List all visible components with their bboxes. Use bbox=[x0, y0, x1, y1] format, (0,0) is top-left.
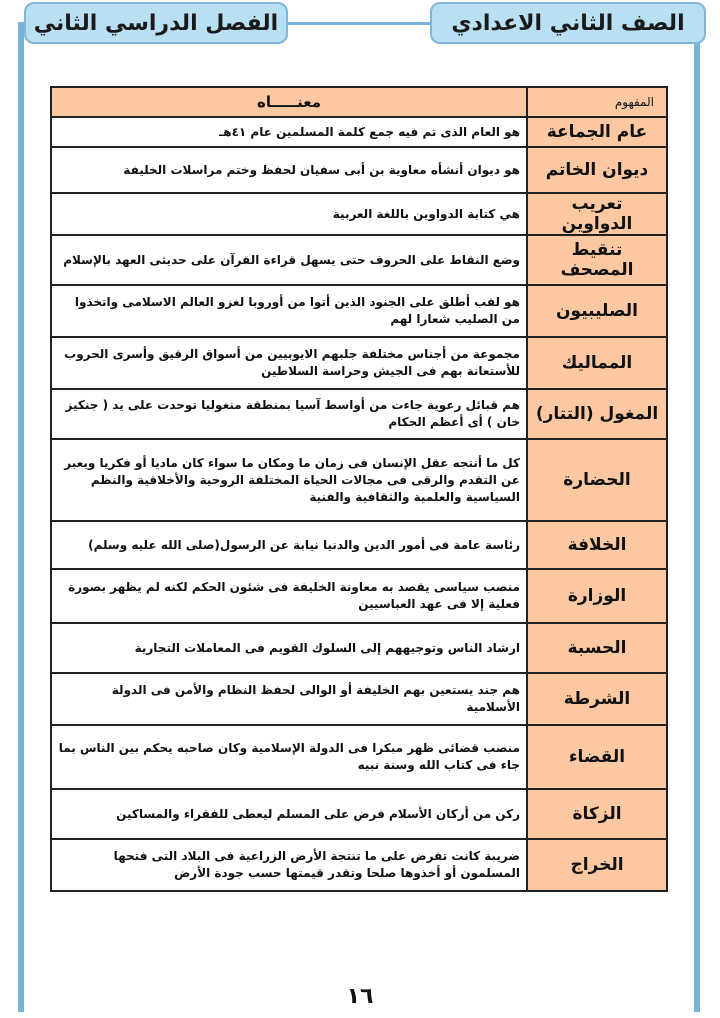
term-header: الفصل الدراسي الثاني bbox=[24, 2, 288, 44]
concept-meaning: منصب سياسى يقصد به معاونة الخليفة فى شئون الحكم لكنه لم يظهر بصورة فعلية إلا فى عهد العباسيين bbox=[51, 569, 527, 623]
table-row bbox=[51, 623, 667, 673]
header-connector bbox=[288, 22, 430, 25]
concept-term: الحسبة bbox=[527, 623, 667, 673]
concept-column-header: المفهوم bbox=[527, 87, 667, 117]
concept-meaning: هو ديوان أنشأه معاوية بن أبى سفيان لحفظ وختم مراسلات الخليفة bbox=[51, 147, 527, 193]
table-row bbox=[51, 337, 667, 389]
table-row bbox=[51, 389, 667, 439]
concept-term: الوزارة bbox=[527, 569, 667, 623]
table-row bbox=[51, 521, 667, 569]
concept-term: القضاء bbox=[527, 725, 667, 789]
concept-meaning: ارشاد الناس وتوجيههم إلى السلوك القويم فى المعاملات التجارية bbox=[51, 623, 527, 673]
concept-term: الحضارة bbox=[527, 439, 667, 521]
concept-meaning: ركن من أركان الأسلام فرض على المسلم ليعطى للفقراء والمساكين bbox=[51, 789, 527, 839]
concept-meaning: منصب قضائى ظهر مبكرا فى الدولة الإسلامية وكان صاحبه يحكم بين الناس بما جاء فى كتاب الله وسنة نبيه bbox=[51, 725, 527, 789]
meaning-column-header: معنـــــاه bbox=[51, 87, 527, 117]
concept-meaning: ضريبة كانت تفرض على ما تنتجة الأرض الزراعية فى البلاد التى فتحها المسلمون أو أخذوها صلحا وتقدر قيمتها حسب جودة الأرض bbox=[51, 839, 527, 891]
page-number: ١٦ bbox=[346, 984, 374, 1009]
table-row bbox=[51, 725, 667, 789]
table-row bbox=[51, 439, 667, 521]
concept-term: ديوان الخاتم bbox=[527, 147, 667, 193]
table-row bbox=[51, 147, 667, 193]
concept-term: تعريب الدواوين bbox=[527, 193, 667, 235]
concept-term: تنقيط المصحف bbox=[527, 235, 667, 285]
concept-term: الخراج bbox=[527, 839, 667, 891]
concept-term: الخلافة bbox=[527, 521, 667, 569]
table-row bbox=[51, 569, 667, 623]
concept-term: الزكاة bbox=[527, 789, 667, 839]
concept-meaning: وضع النقاط على الحروف حتى يسهل قراءة القرآن على حديثى العهد بالإسلام bbox=[51, 235, 527, 285]
concept-term: المغول (التتار) bbox=[527, 389, 667, 439]
concept-meaning: رئاسة عامة فى أمور الدين والدنيا نيابة عن الرسول(صلى الله عليه وسلم) bbox=[51, 521, 527, 569]
table-row bbox=[51, 789, 667, 839]
concept-meaning: كل ما أنتجه عقل الإنسان فى زمان ما ومكان ما سواء كان ماديا أو فكريا ويعبر عن التقدم والرقى فى مجالات الحياة المختلفة الروحية والأخلاقية والنظم السياسية والعلمية والثقافية والفنية bbox=[51, 439, 527, 521]
concept-meaning: هم جند يستعين بهم الخليفة أو الوالى لحفظ النظام والأمن فى الدولة الأسلامية bbox=[51, 673, 527, 725]
table-row bbox=[51, 193, 667, 235]
table-row bbox=[51, 673, 667, 725]
table-row bbox=[51, 235, 667, 285]
table-header-row bbox=[51, 87, 667, 117]
concept-meaning: مجموعة من أجناس مختلفة جلبهم الايوبيين من أسواق الرقيق وأسرى الحروب للأستعانة بهم فى الجيش وحراسة السلاطين bbox=[51, 337, 527, 389]
concept-term: الصليبيون bbox=[527, 285, 667, 337]
table-row bbox=[51, 117, 667, 147]
grade-header: الصف الثاني الاعدادي bbox=[430, 2, 706, 44]
concept-meaning: هي كتابة الدواوين باللغة العربية bbox=[51, 193, 527, 235]
concept-meaning: هو العام الذى تم فيه جمع كلمة المسلمين عام ٤١هـ bbox=[51, 117, 527, 147]
concept-term: عام الجماعة bbox=[527, 117, 667, 147]
table-row bbox=[51, 839, 667, 891]
table-row bbox=[51, 285, 667, 337]
concept-term: الشرطة bbox=[527, 673, 667, 725]
concept-term: المماليك bbox=[527, 337, 667, 389]
concepts-table bbox=[50, 86, 668, 892]
concept-meaning: هو لقب أطلق على الجنود الذين أتوا من أوروبا لغزو العالم الاسلامى واتخذوا من الصليب شعارا لهم bbox=[51, 285, 527, 337]
concept-meaning: هم قبائل رعوية جاءت من أواسط آسيا بمنطقة منغوليا توحدت على يد ( جنكيز خان ) أى أعظم الحكام bbox=[51, 389, 527, 439]
